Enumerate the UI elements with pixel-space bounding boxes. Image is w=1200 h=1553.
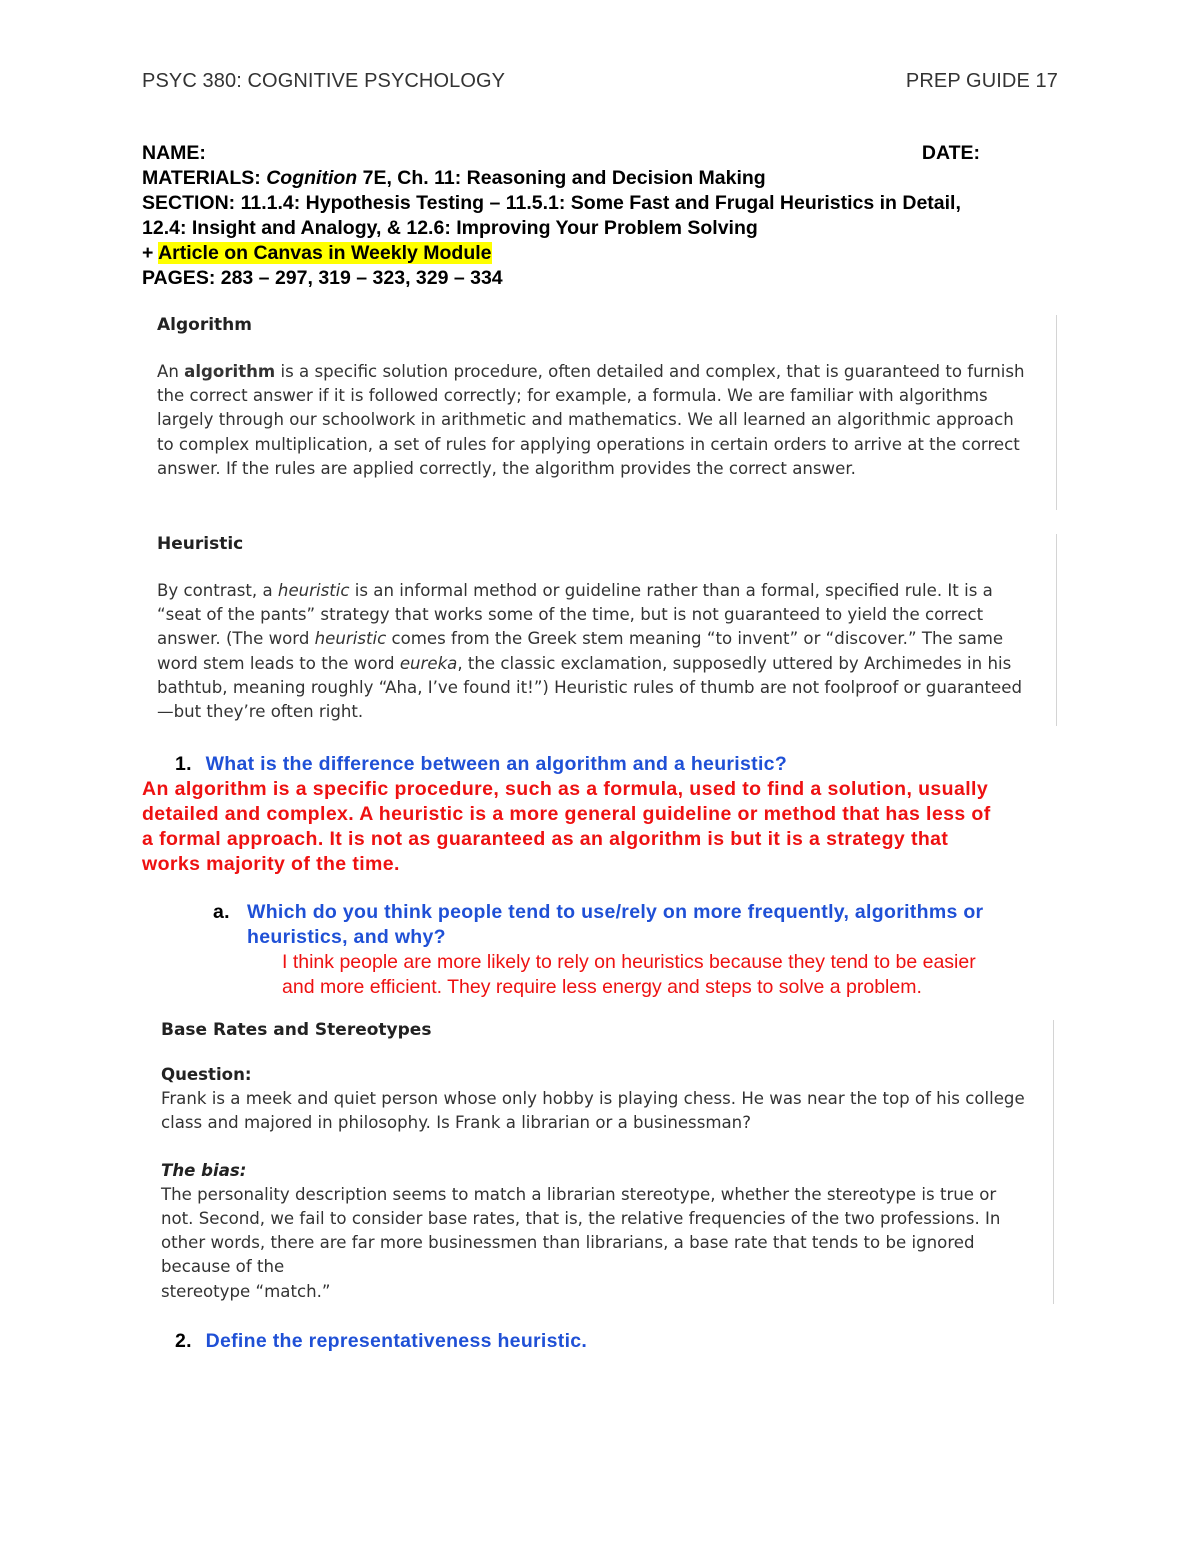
pages-line: PAGES: 283 – 297, 319 – 323, 329 – 334 bbox=[142, 267, 503, 289]
algorithm-text-start: An bbox=[157, 362, 185, 381]
course-title: PSYC 380: COGNITIVE PSYCHOLOGY bbox=[142, 70, 506, 92]
algorithm-paragraph bbox=[157, 360, 1035, 481]
heuristic-italic-1: heuristic bbox=[277, 581, 350, 600]
question-1-text: What is the difference between an algorithm and a heuristic? bbox=[205, 753, 788, 775]
question-2-number: 2. bbox=[175, 1330, 192, 1352]
algorithm-title: Algorithm bbox=[157, 315, 252, 335]
algorithm-bold-term: algorithm bbox=[184, 362, 276, 381]
heuristic-text-4: , the classic exclamation, supposedly uttered by Archimedes in his bathtub, meaning roughly “Aha, I’ve found it!”) Heuristic rules of thumb are not foolproof or guaranteed—but they’re often right. bbox=[157, 653, 1022, 722]
answer-1-line: An algorithm is a specific procedure, such as a formula, used to find a solution, usually bbox=[142, 778, 989, 800]
algorithm-text-rest: is a specific solution procedure, often detailed and complex, that is guaranteed to furnish the correct answer if it is followed correctly; for example, a formula. We are familiar with algorithms largely through our schoolwork in arithmetic and mathematics. We all learned an algorithmic approach to complex multiplication, a set of rules for applying operations in certain orders to arrive at the correct answer. If the rules are applied correctly, the algorithm provides the correct answer. bbox=[157, 362, 1025, 478]
question-2 bbox=[175, 1329, 587, 1354]
page-header bbox=[142, 70, 1058, 93]
answer-1 bbox=[142, 777, 1082, 877]
answer-1-line: a formal approach. It is not as guaranteed as an algorithm is but it is a strategy that bbox=[142, 828, 949, 850]
answer-1a-line: and more efficient. They require less energy and steps to solve a problem. bbox=[282, 976, 922, 998]
question-1 bbox=[175, 752, 787, 777]
answer-1a bbox=[282, 950, 976, 1000]
base-rates-bias-label: The bias: bbox=[161, 1160, 247, 1180]
excerpt-border bbox=[1053, 1020, 1054, 1304]
materials-line bbox=[142, 166, 1062, 191]
heuristic-italic-2: heuristic bbox=[314, 629, 387, 649]
heuristic-paragraph bbox=[157, 579, 1035, 724]
excerpt-border bbox=[1056, 315, 1057, 510]
base-rates-excerpt bbox=[161, 1020, 1031, 1304]
materials-prefix: MATERIALS: bbox=[142, 167, 267, 189]
heuristic-excerpt bbox=[157, 534, 1035, 724]
base-rates-question-text: Frank is a meek and quiet person whose only hobby is playing chess. He was near the top of his college class and majored in philosophy. Is Frank a librarian or a businessman? bbox=[161, 1089, 1025, 1133]
materials-rest: 7E, Ch. 11: Reasoning and Decision Making bbox=[357, 167, 766, 189]
base-rates-question-label: Question: bbox=[161, 1065, 252, 1084]
question-1a-line: heuristics, and why? bbox=[247, 926, 446, 948]
question-2-text: Define the representativeness heuristic. bbox=[205, 1330, 588, 1352]
base-rates-bias-text: The personality description seems to match a librarian stereotype, whether the stereotype is true or not. Second, we fail to consider base rates, that is, the relative frequencies of the two professions. In other words, there are far more businessmen than librarians, a base rate that tends to be ignored because of the bbox=[161, 1184, 1001, 1277]
article-line bbox=[142, 241, 1062, 266]
section-line-1: SECTION: 11.1.4: Hypothesis Testing – 11.5.1: Some Fast and Frugal Heuristics in Detail, bbox=[142, 192, 961, 214]
base-rates-bias-text-end: stereotype “match.” bbox=[161, 1281, 331, 1301]
materials-book: Cognition bbox=[266, 167, 358, 189]
answer-1-line: detailed and complex. A heuristic is a more general guideline or method that has less of bbox=[142, 803, 991, 825]
question-1a-letter: a. bbox=[213, 901, 230, 923]
heuristic-text-1: By contrast, a bbox=[157, 581, 278, 600]
heuristic-italic-3: eureka bbox=[399, 653, 458, 673]
question-1a-line: Which do you think people tend to use/rely on more frequently, algorithms or bbox=[247, 901, 984, 923]
answer-1-line: works majority of the time. bbox=[142, 853, 400, 875]
algorithm-excerpt bbox=[157, 315, 1035, 481]
heuristic-title: Heuristic bbox=[157, 534, 244, 554]
heuristic-text-2: is an informal method or guideline rather than a formal, specified rule. It is a “seat of the pants” strategy that works some of the time, but is not guaranteed to yield the correct answer. (The word bbox=[157, 581, 993, 649]
name-label: NAME: bbox=[142, 142, 206, 164]
question-1a bbox=[213, 900, 983, 950]
date-label: DATE: bbox=[921, 142, 980, 164]
question-1-number: 1. bbox=[175, 753, 192, 775]
guide-number: PREP GUIDE 17 bbox=[905, 70, 1058, 92]
article-plus: + bbox=[142, 242, 159, 264]
section-line-2: 12.4: Insight and Analogy, & 12.6: Improving Your Problem Solving bbox=[142, 217, 758, 239]
heuristic-text-3: comes from the Greek stem meaning “to invent” or “discover.” The same word stem leads to the word bbox=[157, 629, 1004, 673]
excerpt-border bbox=[1056, 534, 1057, 726]
base-rates-title: Base Rates and Stereotypes bbox=[161, 1020, 432, 1040]
assignment-info bbox=[142, 141, 1062, 291]
name-date-row bbox=[142, 141, 1062, 166]
answer-1a-line: I think people are more likely to rely on heuristics because they tend to be easier bbox=[282, 951, 976, 973]
article-highlight: Article on Canvas in Weekly Module bbox=[158, 242, 492, 264]
